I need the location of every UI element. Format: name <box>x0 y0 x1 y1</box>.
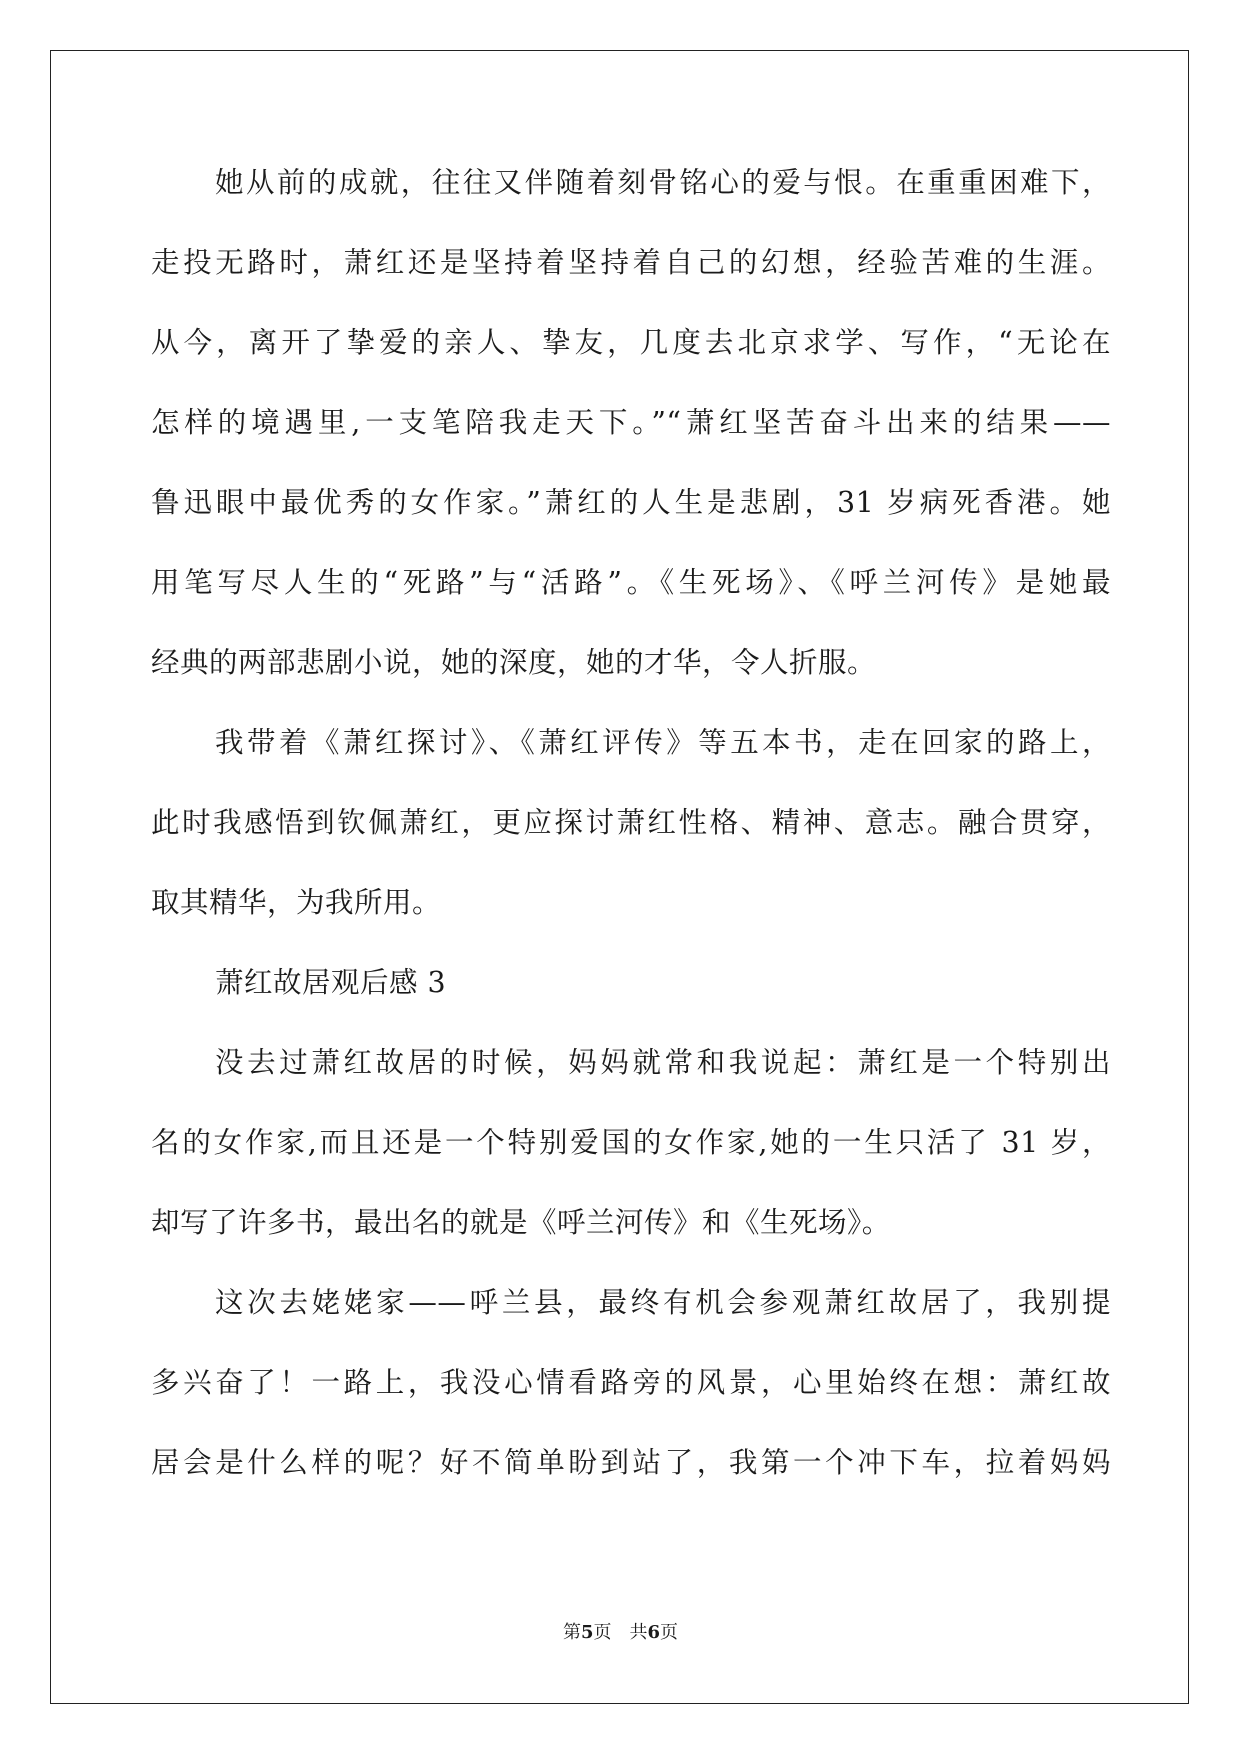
text-line: 用笔写尽人生的“死路”与“活路”。《生死场》、《呼兰河传》是她最 <box>151 566 1111 599</box>
total-pages-number: 6 <box>647 1622 661 1643</box>
footer-mid: 页 共 <box>593 1622 648 1643</box>
text-line: 走投无路时，萧红还是坚持着坚持着自己的幻想，经验苦难的生涯。 <box>151 246 1111 279</box>
text-line: 多兴奋了！一路上，我没心情看路旁的风景，心里始终在想：萧红故 <box>151 1366 1111 1399</box>
text-line: 居会是什么样的呢？好不简单盼到站了，我第一个冲下车，拉着妈妈 <box>151 1446 1111 1479</box>
text-line: 经典的两部悲剧小说，她的深度，她的才华，令人折服。 <box>151 646 877 679</box>
text-line: 从今，离开了挚爱的亲人、挚友，几度去北京求学、写作，“无论在 <box>151 326 1111 359</box>
page-footer <box>0 1618 1241 1644</box>
text-line: 取其精华，为我所用。 <box>151 886 442 919</box>
text-line: 萧红故居观后感 3 <box>215 966 447 999</box>
text-line: 怎样的境遇里,一支笔陪我走天下。”“萧红坚苦奋斗出来的结果—— <box>151 406 1111 439</box>
text-line: 却写了许多书，最出名的就是《呼兰河传》和《生死场》。 <box>151 1206 891 1239</box>
current-page-number: 5 <box>580 1622 594 1643</box>
text-line: 这次去姥姥家——呼兰县，最终有机会参观萧红故居了，我别提 <box>215 1286 1111 1319</box>
text-line: 鲁迅眼中最优秀的女作家。”萧红的人生是悲剧，31 岁病死香港。她 <box>151 486 1111 519</box>
footer-prefix: 第 <box>562 1622 581 1643</box>
text-line: 她从前的成就，往往又伴随着刻骨铭心的爱与恨。在重重困难下， <box>215 166 1111 199</box>
text-line: 我带着《萧红探讨》、《萧红评传》等五本书，走在回家的路上， <box>215 726 1111 759</box>
text-line: 名的女作家,而且还是一个特别爱国的女作家,她的一生只活了 31 岁， <box>151 1126 1111 1159</box>
text-line: 此时我感悟到钦佩萧红，更应探讨萧红性格、精神、意志。融合贯穿， <box>151 806 1111 839</box>
text-line: 没去过萧红故居的时候，妈妈就常和我说起：萧红是一个特别出 <box>215 1046 1111 1079</box>
document-body <box>151 163 1111 1523</box>
footer-suffix: 页 <box>660 1622 679 1643</box>
